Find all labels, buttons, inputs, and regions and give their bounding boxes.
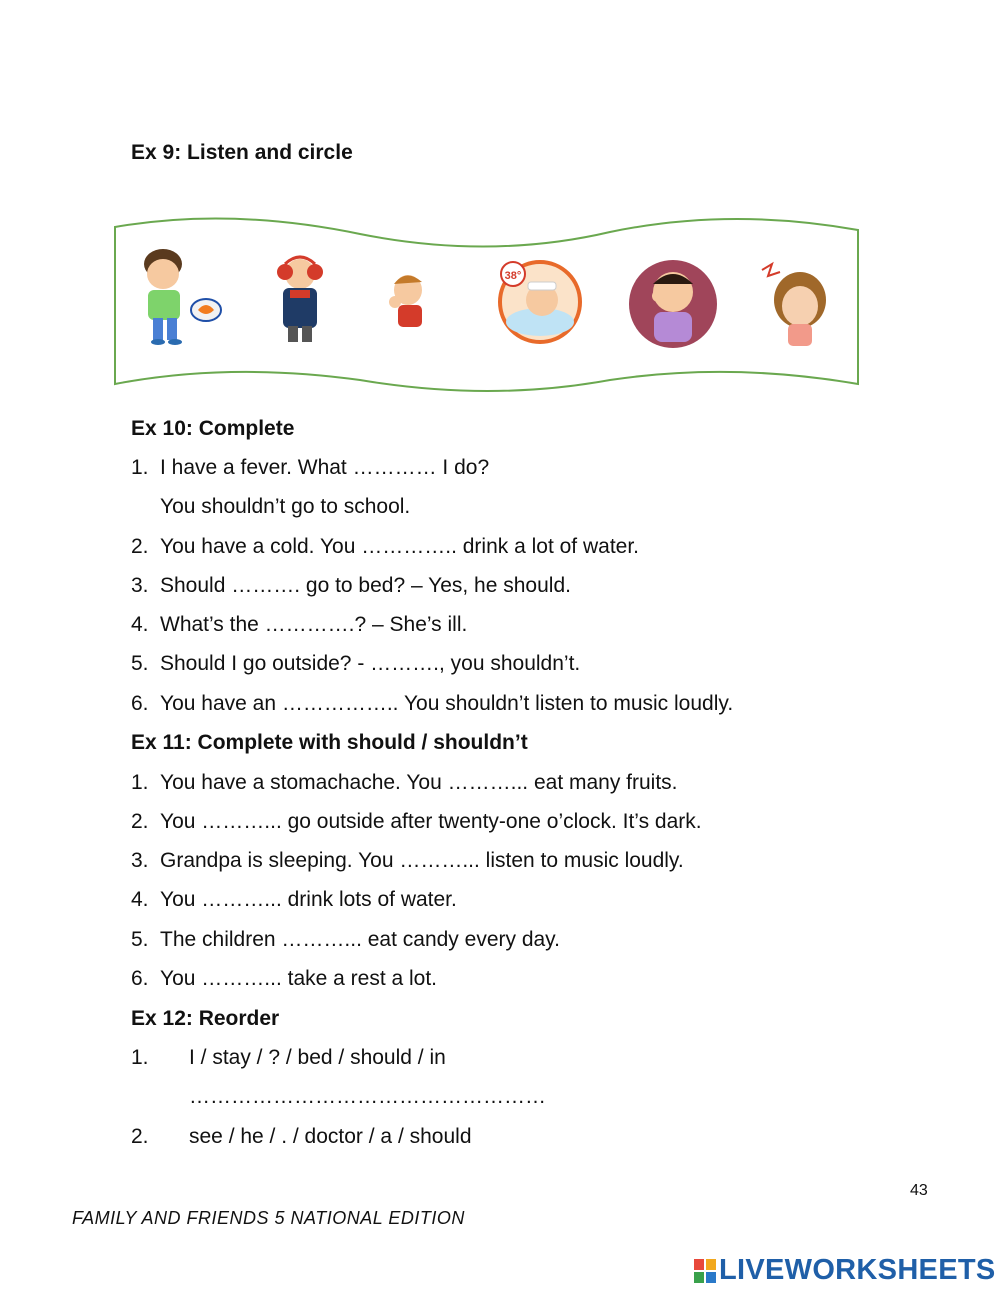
cold-child-picture[interactable]: [277, 257, 323, 342]
ex10-sentence: You have an …………….. You shouldn’t listen to music loudly.: [160, 692, 734, 715]
ex12-title: Ex 12: Reorder: [131, 1007, 280, 1030]
ex11-title: Ex 11: Complete with should / shouldn’t: [131, 731, 528, 754]
ex12-blank: ……………………………………………: [189, 1085, 546, 1108]
illness-pictures-banner: [110, 212, 865, 402]
ex11-sentence: You ………... go outside after twenty-one o’clock. It’s dark.: [160, 810, 702, 833]
ex10-sentence: Should I go outside? - ………., you shouldn’t.: [160, 652, 581, 675]
ex10-item-1: 1. I have a fever. What ………… I do?: [131, 456, 490, 479]
ex11-sentence: You ………... drink lots of water.: [160, 888, 457, 911]
headache-girl-picture[interactable]: [762, 264, 826, 346]
toothache-boy-picture[interactable]: [629, 260, 717, 348]
liveworksheets-brand[interactable]: [694, 1254, 996, 1287]
ex10-title: Ex 10: Complete: [131, 417, 295, 440]
ex10-item-5: 5. Should I go outside? - ………., you shouldn’t.: [131, 652, 581, 675]
ex11-sentence: You ………... take a rest a lot.: [160, 967, 438, 990]
ex12-item-2: 2. see / he / . / doctor / a / should: [131, 1125, 472, 1148]
ex10-item-6: 6. You have an …………….. You shouldn’t listen to music loudly.: [131, 692, 734, 715]
liveworksheets-logo-icon: [694, 1259, 716, 1283]
ex10-item-2: 2. You have a cold. You ………….. drink a lot of water.: [131, 535, 640, 558]
ex12-words: see / he / . / doctor / a / should: [189, 1125, 472, 1148]
cough-boy-picture[interactable]: [389, 275, 422, 327]
brand-name: LIVEWORKSHEETS: [719, 1254, 996, 1286]
stomachache-boy-picture[interactable]: [144, 249, 221, 345]
ex11-sentence: The children ………... eat candy every day.: [160, 928, 560, 951]
ex12-item-1: 1. I / stay / ? / bed / should / in: [131, 1046, 446, 1069]
ex10-sentence: I have a fever. What ………… I do?: [160, 456, 490, 479]
ex10-sentence: Should ………. go to bed? – Yes, he should.: [160, 574, 571, 597]
svg-text:38°: 38°: [504, 270, 522, 282]
ex11-item-1: 1. You have a stomachache. You ………... eat many fruits.: [131, 771, 678, 794]
ex11-item-4: 4. You ………... drink lots of water.: [131, 888, 457, 911]
ex10-sentence: What’s the ………….? – She’s ill.: [160, 613, 468, 636]
ex10-item-4: 4. What’s the ………….? – She’s ill.: [131, 613, 468, 636]
ex9-title: Ex 9: Listen and circle: [131, 141, 353, 164]
ex10-item-3: 3. Should ………. go to bed? – Yes, he should.: [131, 574, 571, 597]
ex11-item-3: 3. Grandpa is sleeping. You ………... listen to music loudly.: [131, 849, 684, 872]
ex10-sentence: You have a cold. You ………….. drink a lot of water.: [160, 535, 640, 558]
ex11-sentence: You have a stomachache. You ………... eat many fruits.: [160, 771, 678, 794]
ex11-sentence: Grandpa is sleeping. You ………... listen to music loudly.: [160, 849, 684, 872]
page-number: 43: [910, 1182, 928, 1199]
ex12-answer-line: [131, 1085, 546, 1109]
ex10-sentence: You shouldn’t go to school.: [160, 495, 411, 518]
ex11-item-2: 2. You ………... go outside after twenty-one o’clock. It’s dark.: [131, 810, 702, 833]
book-title-footer: FAMILY AND FRIENDS 5 NATIONAL EDITION: [72, 1208, 465, 1228]
ex11-item-6: 6. You ………... take a rest a lot.: [131, 967, 438, 990]
ex11-item-5: 5. The children ………... eat candy every day.: [131, 928, 560, 951]
ex10-item-1-answer: [131, 495, 410, 519]
ex12-words: I / stay / ? / bed / should / in: [189, 1046, 446, 1069]
fever-child-picture[interactable]: [500, 262, 580, 342]
